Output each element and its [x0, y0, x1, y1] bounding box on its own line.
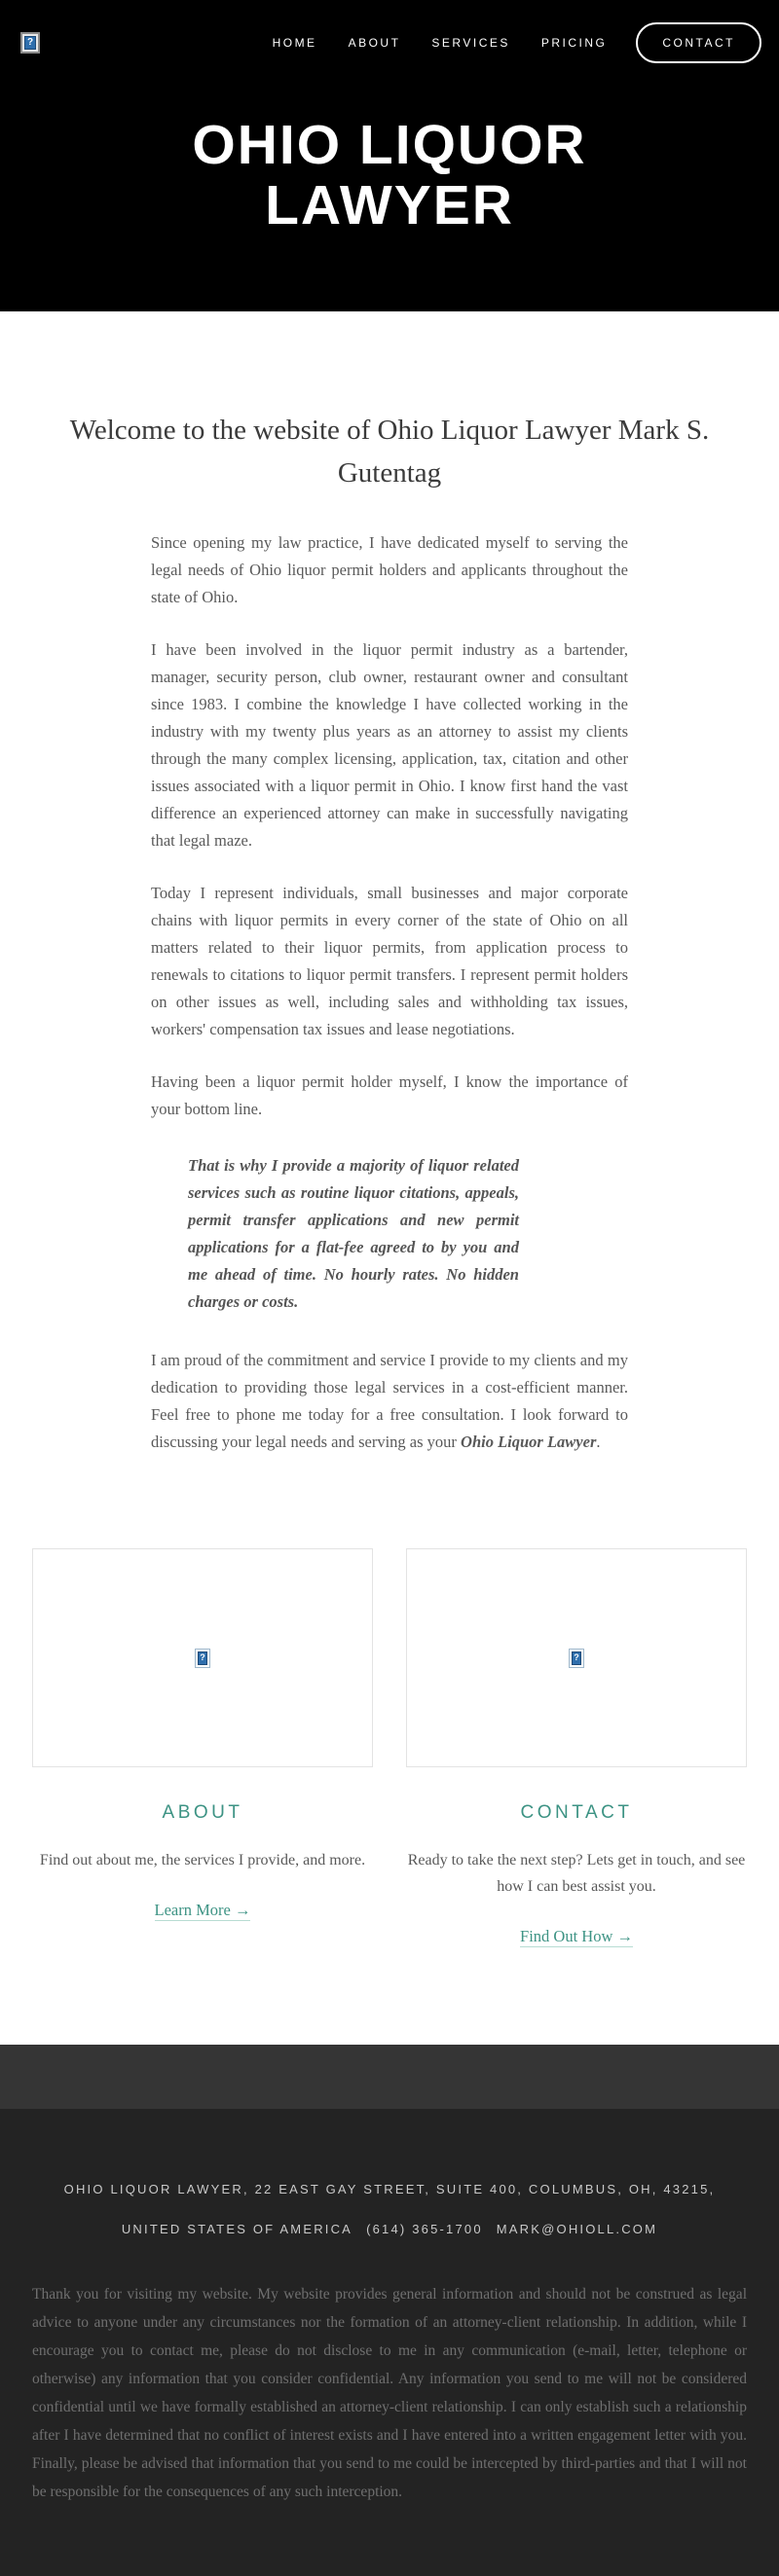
closing-paragraph [151, 1347, 628, 1456]
find-out-how-link[interactable]: Find Out How → [520, 1927, 633, 1945]
question-mark-glyph [572, 1651, 581, 1665]
broken-image-icon [569, 1649, 584, 1668]
contact-card-description: Ready to take the next step? Lets get in touch, and see how I can best assist you. [407, 1852, 746, 1895]
contact-card-image[interactable] [406, 1548, 747, 1767]
main-nav [241, 22, 761, 63]
contact-card [406, 1548, 747, 1947]
top-navigation-bar [0, 0, 779, 64]
main-content [0, 311, 779, 2045]
footer-phone: (614) 365-1700 [366, 2222, 483, 2236]
footer-address: OHIO LIQUOR LAWYER, 22 EAST GAY STREET, SUITE 400, COLUMBUS, OH, 43215, UNITED STATES OF AMERICA [63, 2182, 716, 2236]
site-logo[interactable] [20, 32, 40, 54]
contact-card-heading: CONTACT [520, 1802, 633, 1823]
footer-disclaimer: Thank you for visiting my website. My website provides general information and should not be construed as legal advice to anyone under any circumstances nor the formation of an attorney-client relationship. In addition, while I encourage you to contact me, please do not disclose to me in any communication (e-mail, letter, telephone or otherwise) any information that you consider confidential. Any information you send to me will not be considered confidential until we have formally established an attorney-client relationship. I can only establish such a relationship after I have determined that no conflict of interest exists and I have entered into a written engagement letter with you. Finally, please be advised that information that you send to me could be intercepted by third-parties and that I will not be responsible for the consequences of any such interception. [32, 2286, 747, 2500]
closing-period: . [596, 1433, 601, 1451]
paragraph-representation: Today I represent individuals, small businesses and major corporate chains with liquor permits in every corner of the state of Ohio on all matters related to their liquor permits, from application process to renewals to citations to liquor permit transfers. I represent permit holders on other issues as well, including sales and withholding tax issues, workers' compensation tax issues and lease negotiations. [151, 884, 628, 1038]
paragraph-bottom-line: Having been a liquor permit holder myself, I know the importance of your bottom line. [151, 1072, 628, 1118]
nav-item-about[interactable]: ABOUT [348, 36, 401, 50]
about-card-heading: ABOUT [162, 1802, 243, 1823]
broken-image-icon [195, 1649, 210, 1668]
site-footer [0, 2109, 779, 2576]
site-header [0, 0, 779, 311]
question-mark-glyph [24, 36, 36, 50]
footer-email-link[interactable]: MARK@OHIOLL.COM [496, 2222, 658, 2236]
paragraph-practice: Since opening my law practice, I have dedicated myself to serving the legal needs of Ohio liquor permit holders and applicants throughout the state of Ohio. [151, 533, 628, 606]
footer-contact-line [37, 2169, 742, 2249]
about-card-image[interactable] [32, 1548, 373, 1767]
closing-text: I am proud of the commitment and service I provide to my clients and my dedication to providing those legal services in a cost-efficient manner. Feel free to phone me today for a free consultation. I look forward to discussing your legal needs and serving as your [151, 1351, 628, 1451]
paragraph-industry-experience: I have been involved in the liquor permit industry as a bartender, manager, security person, club owner, restaurant owner and consultant since 1983. I combine the knowledge I have collected working in the industry with my twenty plus years as an attorney to assist my clients through the many complex licensing, application, tax, citation and other issues associated with a liquor permit in Ohio. I know first hand the vast difference an experienced attorney can make in successfully navigating that legal maze. [151, 640, 628, 850]
intro-text-column [151, 529, 628, 1456]
broken-image-icon [20, 32, 40, 54]
site-title-line-1: OHIO LIQUOR [192, 114, 587, 176]
question-mark-glyph [198, 1651, 207, 1665]
flat-fee-quote: That is why I provide a majority of liquor related services such as routine liquor citations, appeals, permit transfer applications and new permit applications for a flat-fee agreed to by you and me ahead of time. No hourly rates. No hidden charges or costs. [188, 1156, 519, 1311]
nav-item-pricing[interactable]: PRICING [540, 36, 608, 50]
cards-row [32, 1548, 747, 1947]
nav-item-home[interactable]: HOME [272, 36, 317, 50]
about-card [32, 1548, 373, 1947]
nav-item-services[interactable]: SERVICES [431, 36, 510, 50]
closing-brand-phrase: Ohio Liquor Lawyer [461, 1433, 597, 1451]
site-title-line-2: LAWYER [265, 174, 514, 236]
about-card-description: Find out about me, the services I provide, and more. [39, 1852, 366, 1869]
footer-top-band [0, 2045, 779, 2109]
site-title [0, 115, 779, 236]
learn-more-link[interactable]: Learn More → [154, 1901, 251, 1919]
contact-button[interactable]: CONTACT [636, 22, 761, 63]
welcome-heading: Welcome to the website of Ohio Liquor Lawyer Mark S. Gutentag [69, 415, 710, 489]
